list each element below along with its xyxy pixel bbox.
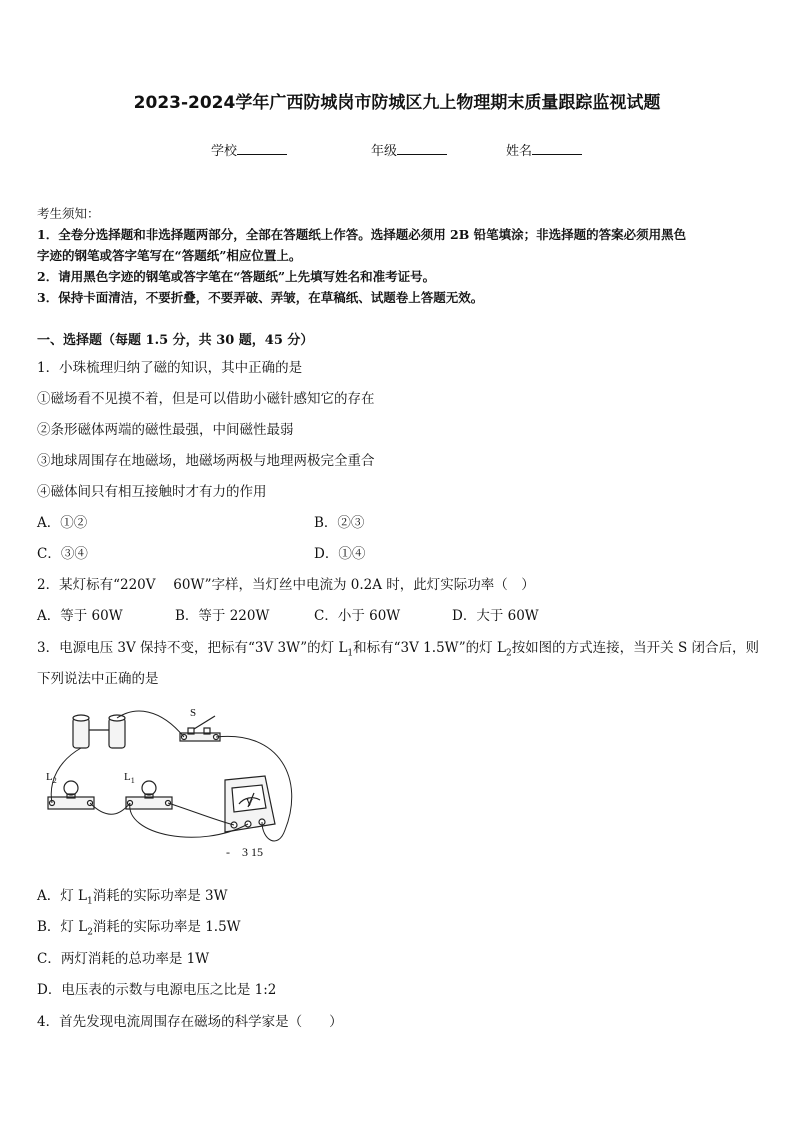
battery-icon xyxy=(73,715,125,748)
l1-label: $L_1$ xyxy=(124,771,135,785)
q3-stem-line-2: 下列说法中正确的是 xyxy=(37,671,159,687)
name-field xyxy=(506,140,582,159)
q1-option-d: D．①④ xyxy=(314,546,366,562)
lamp-l1-icon xyxy=(126,781,172,809)
q1-option-c: C．③④ xyxy=(37,546,88,562)
q1-statement-4: ④磁体间只有相互接触时才有力的作用 xyxy=(37,484,267,500)
q2-option-a: A．等于 60W xyxy=(37,608,123,624)
q1-option-a: A．①② xyxy=(37,515,88,531)
q3-option-d: D．电压表的示数与电源电压之比是 1:2 xyxy=(37,982,277,998)
grade-field xyxy=(371,140,447,159)
q1-statement-3: ③地球周围存在地磁场，地磁场两极与地理两极完全重合 xyxy=(37,453,375,469)
school-label: 学校 xyxy=(211,144,238,159)
notice-item-3: 3．保持卡面清洁，不要折叠，不要弄破、弄皱，在草稿纸、试题卷上答题无效。 xyxy=(37,290,484,305)
q3-option-b: B．灯 $L_2$消耗的实际功率是 1.5W xyxy=(37,919,241,938)
school-field xyxy=(211,140,287,159)
switch-icon xyxy=(180,716,220,741)
q3-option-c: C．两灯消耗的总功率是 1W xyxy=(37,951,210,967)
q2-option-d: D．大于 60W xyxy=(452,608,539,624)
notice-item-1b: 字迹的钢笔或答字笔写在“答题纸”相应位置上。 xyxy=(37,248,302,263)
l2-label: $L_2$ xyxy=(46,771,57,785)
lamp-l2-icon xyxy=(48,781,94,809)
q2-option-c: C．小于 60W xyxy=(314,608,401,624)
page-title: 2023-2024学年广西防城岗市防城区九上物理期末质量跟踪监视试题 xyxy=(133,93,661,113)
q3-stem: 3．电源电压 3V 保持不变，把标有“3V 3W”的灯 $L_1$和标有“3V 1.5W”的灯 $L_2$按如图的方式连接，当开关 S 闭合后，则 xyxy=(37,640,760,659)
switch-label: S xyxy=(190,707,197,719)
q1-statement-1: ①磁场看不见摸不着，但是可以借助小磁针感知它的存在 xyxy=(37,391,375,407)
grade-blank xyxy=(397,142,447,155)
q2-option-b: B．等于 220W xyxy=(175,608,270,624)
name-blank xyxy=(532,142,582,155)
notice-item-2: 2．请用黑色字迹的钢笔或答字笔在“答题纸”上先填写姓名和准考证号。 xyxy=(37,269,436,284)
notice-item-1a: 1．全卷分选择题和非选择题两部分，全部在答题纸上作答。选择题必须用 2B 铅笔填涂；非选择题的答案必须用黑色 xyxy=(37,227,687,242)
name-label: 姓名 xyxy=(506,144,533,159)
q1-statement-2: ②条形磁体两端的磁性最强，中间磁性最弱 xyxy=(37,422,294,438)
notice-heading: 考生须知： xyxy=(37,206,100,221)
q1-stem: 1．小珠梳理归纳了磁的知识，其中正确的是 xyxy=(37,360,303,376)
circuit-diagram xyxy=(40,700,305,865)
section-heading: 一、选择题（每题 1.5 分，共 30 题，45 分） xyxy=(37,333,314,348)
school-blank xyxy=(237,142,287,155)
q4-stem: 4．首先发现电流周围存在磁场的科学家是（ ） xyxy=(37,1014,343,1030)
q1-option-b: B．②③ xyxy=(314,515,365,531)
q2-stem: 2．某灯标有“220V 60W”字样，当灯丝中电流为 0.2A 时，此灯实际功率（ ） xyxy=(37,577,535,593)
grade-label: 年级 xyxy=(371,144,398,159)
q3-option-a: A．灯 $L_1$消耗的实际功率是 3W xyxy=(37,888,228,907)
voltmeter-terminals: - 3 15 xyxy=(226,845,263,859)
voltmeter-symbol: V xyxy=(246,798,254,809)
